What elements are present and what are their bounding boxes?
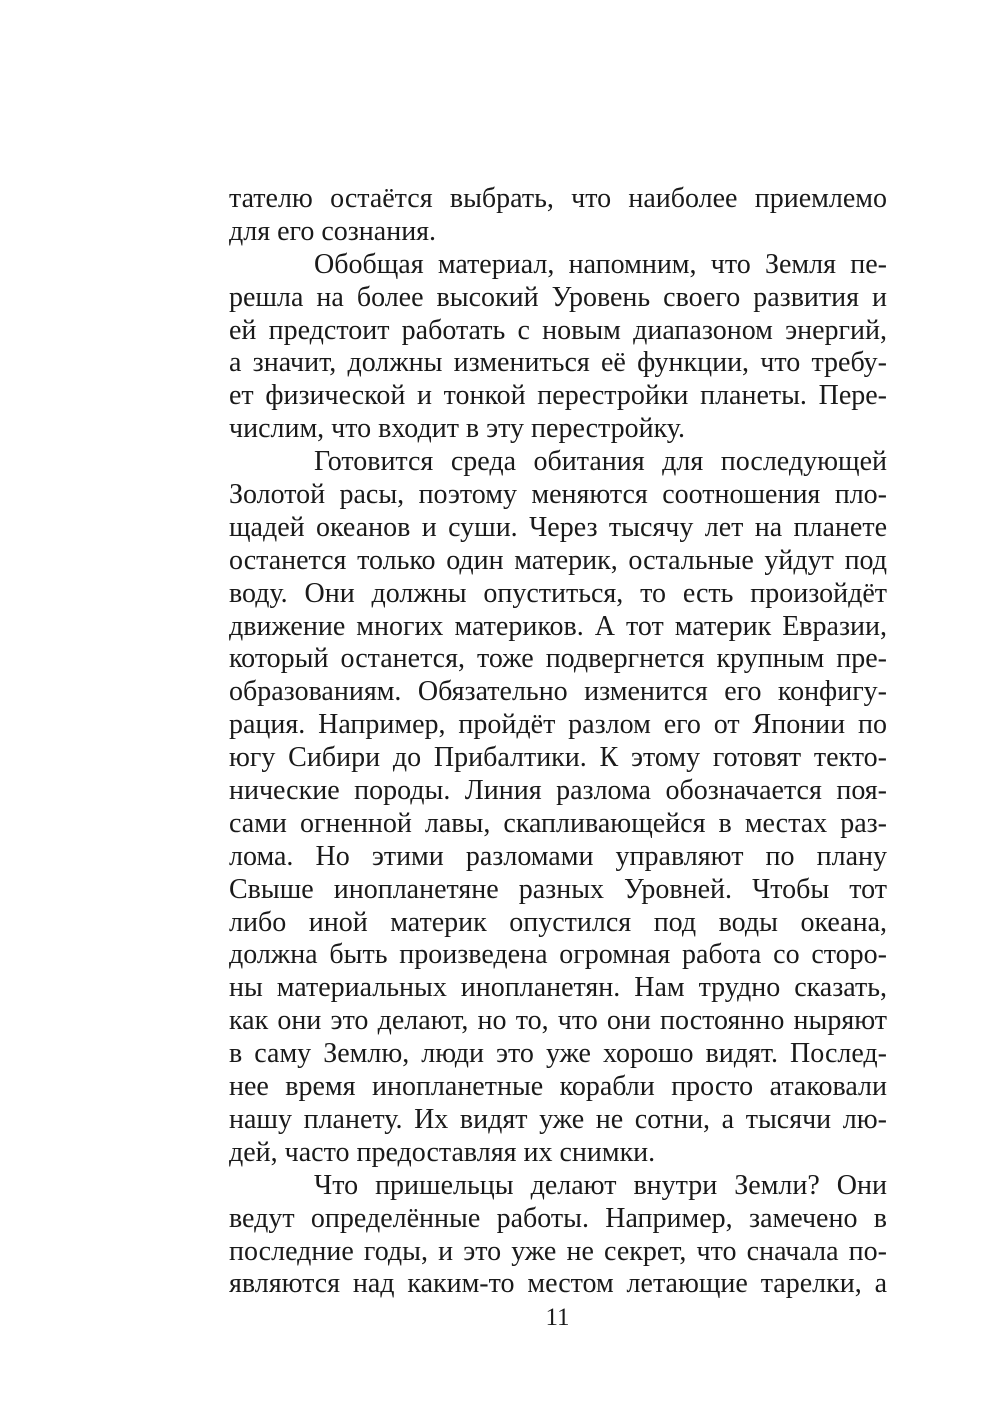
text-line: рация. Например, пройдёт разлом его от Японии по xyxy=(229,709,887,741)
text-line: образованиям. Обязательно изменится его конфигу- xyxy=(229,676,887,708)
text-line: который останется, тоже подвергнется крупным пре- xyxy=(229,643,887,675)
page-number: 11 xyxy=(545,1304,570,1331)
text-line: в саму Землю, люди это уже хорошо видят. Послед- xyxy=(229,1038,887,1070)
text-line: тателю остаётся выбрать, что наиболее приемлемо xyxy=(229,183,887,214)
text-line: Что пришельцы делают внутри Земли? Они xyxy=(314,1169,887,1201)
text-line: воду. Они должны опуститься, то есть произойдёт xyxy=(229,577,887,609)
text-line: являются над каким-то местом летающие тарелки, а xyxy=(229,1268,887,1300)
text-line: должна быть произведена огромная работа со сторо- xyxy=(229,939,887,971)
text-line: числим, что входит в эту перестройку. xyxy=(229,413,685,445)
text-line: лома. Но этими разломами управляют по плану xyxy=(229,840,887,872)
text-line: ны материальных инопланетян. Нам трудно сказать, xyxy=(229,972,887,1004)
text-line: Готовится среда обитания для последующей xyxy=(314,446,887,478)
text-line: нашу планету. Их видят уже не сотни, а тысячи лю- xyxy=(229,1103,887,1135)
text-line: Обобщая материал, напомним, что Земля пе- xyxy=(314,248,887,280)
text-line: для его сознания. xyxy=(229,215,437,247)
text-line: сами огненной лавы, скапливающейся в местах раз- xyxy=(229,807,887,839)
text-line: ет физической и тонкой перестройки планеты. Пере- xyxy=(229,380,887,412)
text-line: а значит, должны измениться её функции, что требу- xyxy=(229,347,887,379)
text-line: движение многих материков. А тот материк Евразии, xyxy=(229,610,887,642)
text-line: решла на более высокий Уровень своего развития и xyxy=(229,281,887,313)
text-line: последние годы, и это уже не секрет, что сначала по- xyxy=(229,1235,887,1267)
text-line: либо иной материк опустился под воды океана, xyxy=(229,906,887,938)
text-line: щадей океанов и суши. Через тысячу лет на планете xyxy=(229,511,887,543)
text-line: Золотой расы, поэтому меняются соотношения пло- xyxy=(229,479,887,511)
text-line: как они это делают, но то, что они постоянно ныряют xyxy=(229,1005,887,1037)
text-line: югу Сибири до Прибалтики. К этому готовят текто- xyxy=(229,742,887,774)
body-text xyxy=(229,183,887,1301)
text-line: дей, часто предоставляя их снимки. xyxy=(229,1136,656,1168)
text-line: Свыше инопланетяне разных Уровней. Чтобы тот xyxy=(229,873,887,905)
text-line: ведут определённые работы. Например, замечено в xyxy=(229,1202,887,1234)
text-line: останется только один материк, остальные уйдут под xyxy=(229,544,887,576)
text-line: нические породы. Линия разлома обозначается поя- xyxy=(229,775,887,807)
text-line: ей предстоит работать с новым диапазоном энергий, xyxy=(229,314,887,346)
text-line: нее время инопланетные корабли просто атаковали xyxy=(229,1071,887,1103)
